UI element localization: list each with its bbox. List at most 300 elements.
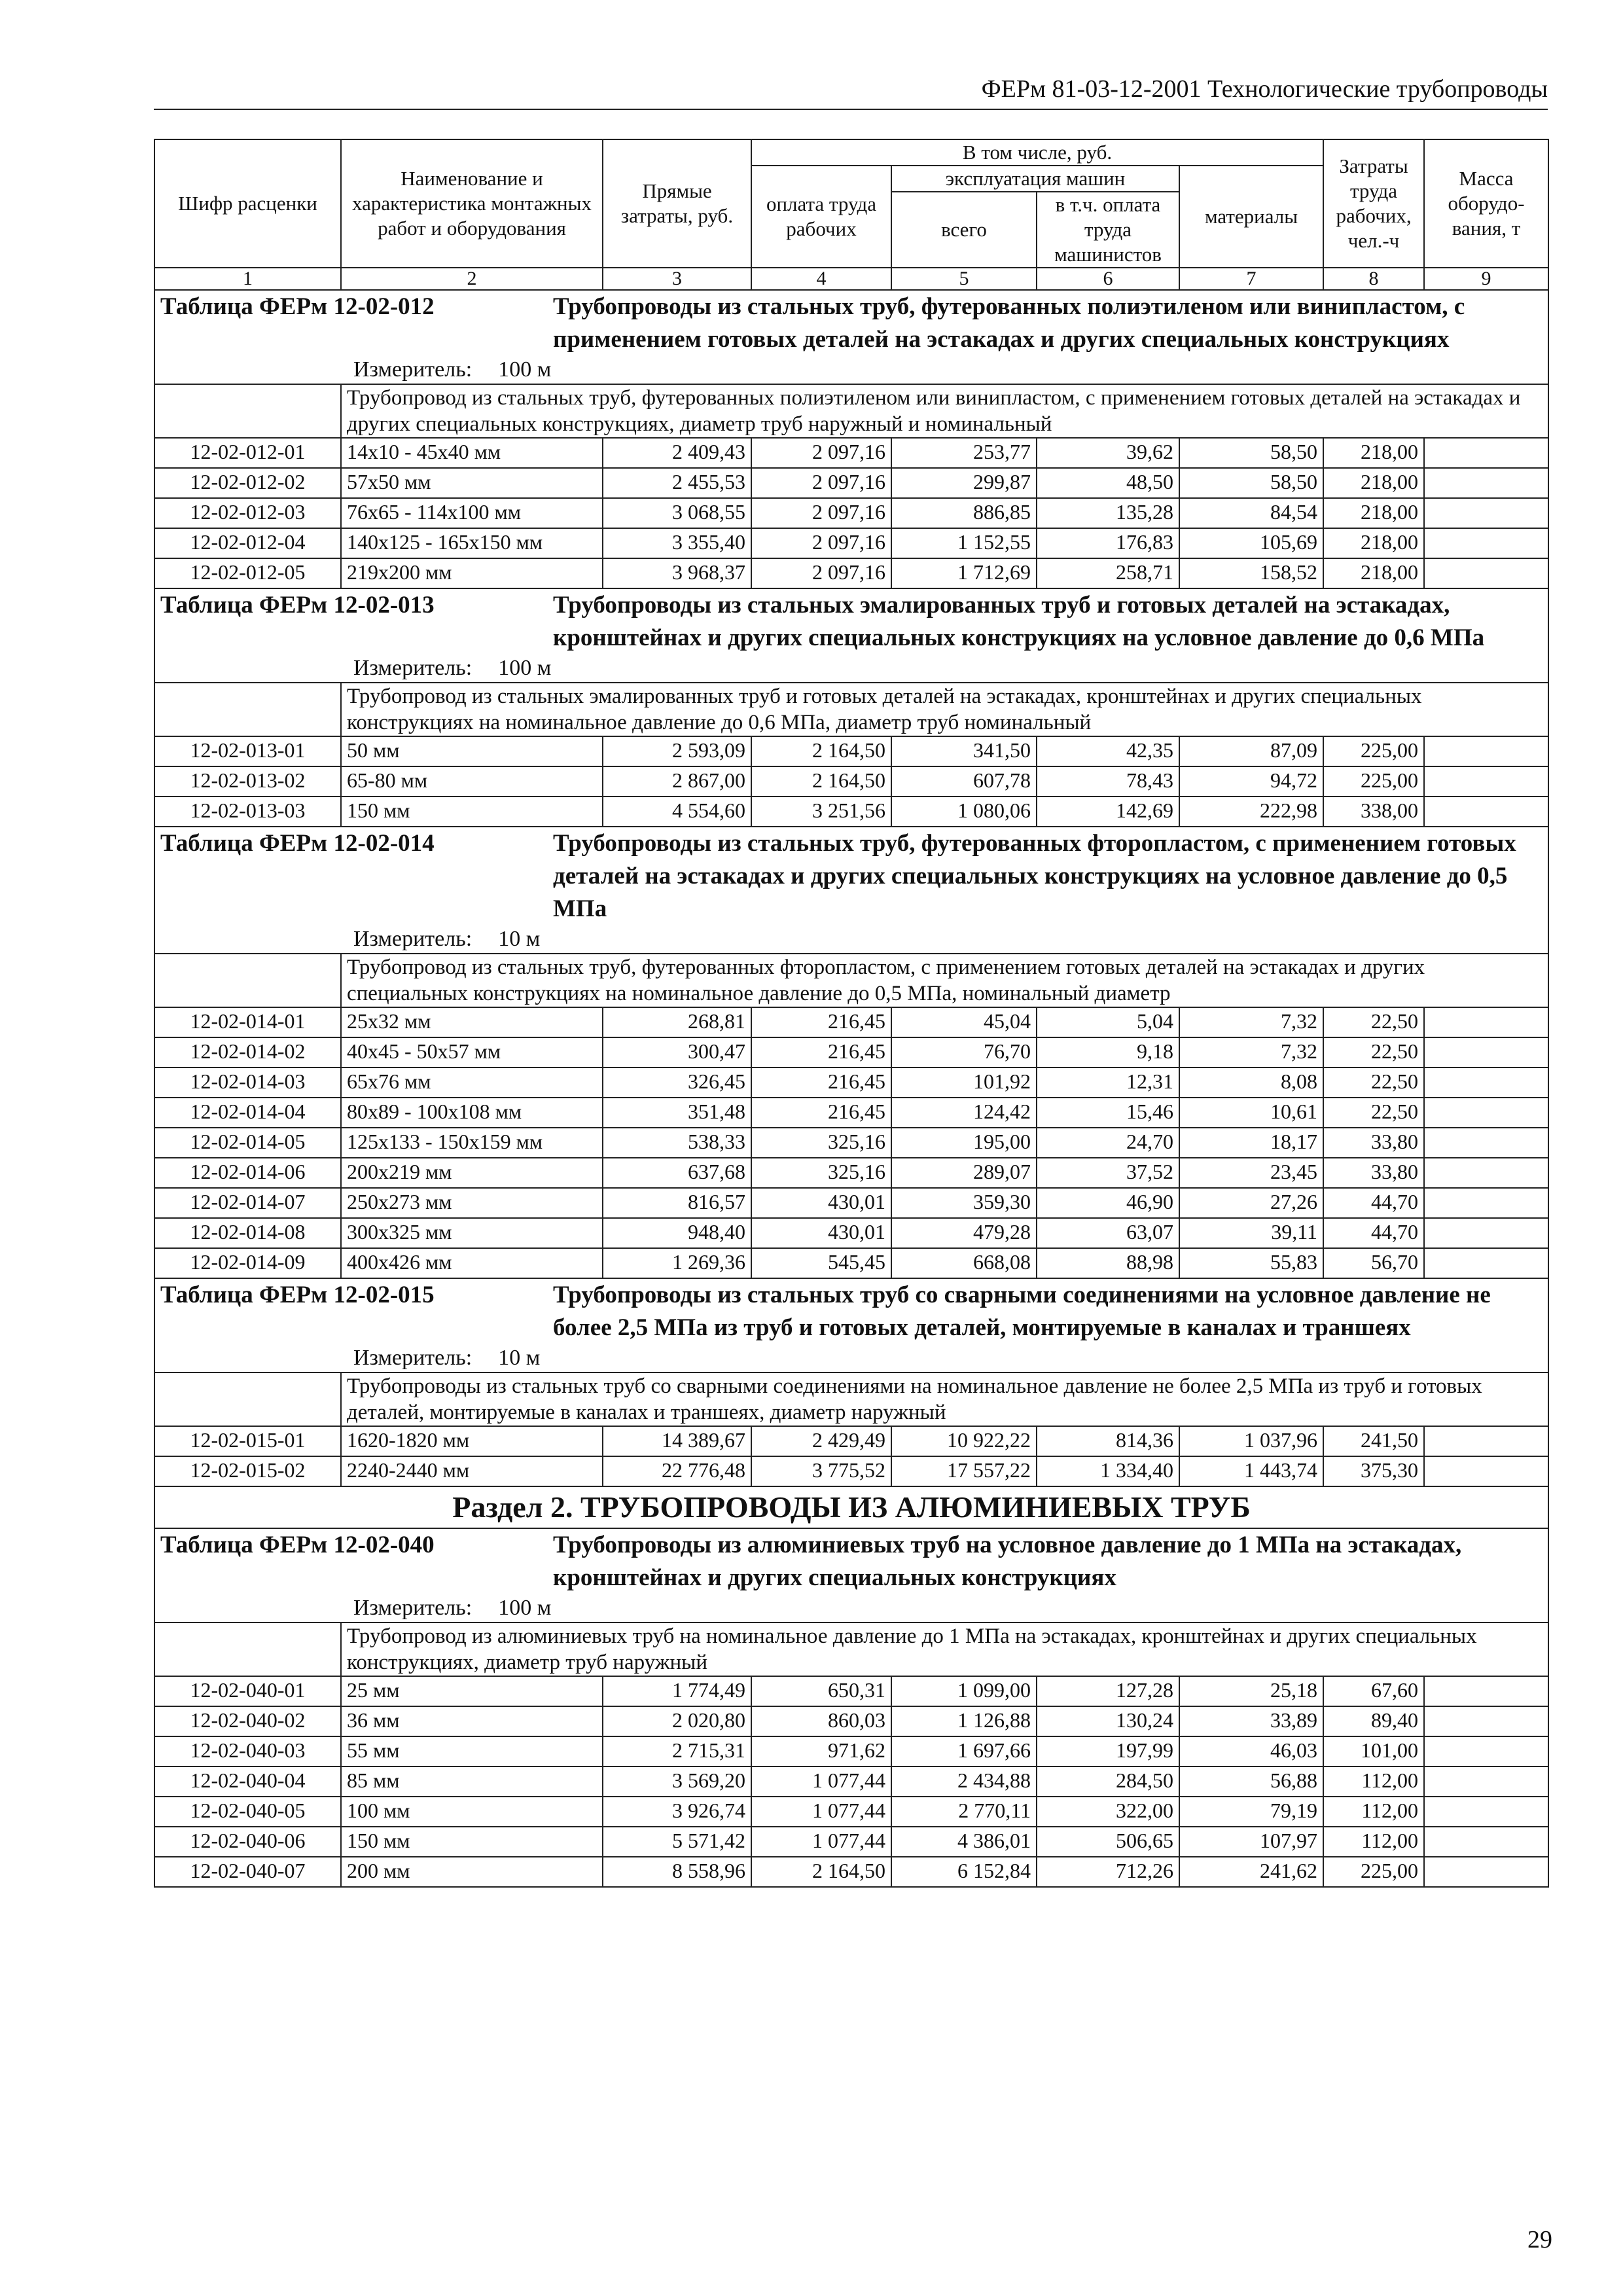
cell-labor-cost: 44,70	[1323, 1188, 1424, 1218]
empty-cell	[154, 954, 341, 1007]
col-number: 2	[341, 268, 603, 290]
empty-cell	[154, 384, 341, 438]
col-header-materials: материалы	[1179, 166, 1323, 268]
cell-mass	[1424, 1128, 1548, 1158]
cell-machines-total: 1 080,06	[891, 797, 1037, 827]
table-row	[154, 1248, 1548, 1278]
cell-materials: 8,08	[1179, 1067, 1323, 1098]
measure-value: 100 м	[498, 1596, 552, 1620]
table-description: Трубопровод из стальных труб, футерованных фторопластом, с применением готовых деталей на эстакадах и других специальных конструкциях на номинальное давление до 0,5 МПа, номинальный диаметр	[341, 954, 1548, 1007]
cell-labor-cost: 225,00	[1323, 766, 1424, 797]
cell-name: 150 мм	[341, 1827, 603, 1857]
cell-mass	[1424, 766, 1548, 797]
measure-label: Измеритель:	[353, 656, 473, 680]
col-header-machines: эксплуатация машин	[891, 166, 1179, 192]
cell-labor-cost: 112,00	[1323, 1827, 1424, 1857]
cell-direct: 351,48	[603, 1098, 751, 1128]
cell-machines-total: 668,08	[891, 1248, 1037, 1278]
cell-labor-cost: 218,00	[1323, 438, 1424, 468]
col-number: 9	[1424, 268, 1548, 290]
cell-machines-total: 76,70	[891, 1037, 1037, 1067]
cell-mass	[1424, 558, 1548, 588]
cell-machines-total: 1 712,69	[891, 558, 1037, 588]
table-title: Трубопроводы из стальных труб, футерованных фторопластом, с применением готовых деталей на эстакадах и других специальных конструкциях на условное давление до 0,5 МПа	[553, 830, 1516, 922]
cell-labor-pay: 2 097,16	[751, 468, 891, 498]
cell-direct: 2 409,43	[603, 438, 751, 468]
cell-machinists: 63,07	[1037, 1218, 1179, 1248]
cell-labor-cost: 22,50	[1323, 1007, 1424, 1037]
cell-machinists: 5,04	[1037, 1007, 1179, 1037]
cell-name: 36 мм	[341, 1706, 603, 1736]
measure-line	[160, 356, 1543, 384]
table-row	[154, 498, 1548, 528]
cell-name: 1620-1820 мм	[341, 1426, 603, 1456]
cell-materials: 18,17	[1179, 1128, 1323, 1158]
cell-mass	[1424, 1797, 1548, 1827]
measure-line	[160, 655, 1543, 682]
cell-labor-pay: 3 251,56	[751, 797, 891, 827]
cell-labor-pay: 3 775,52	[751, 1456, 891, 1486]
cell-code: 12-02-012-02	[154, 468, 341, 498]
cell-name: 40x45 - 50x57 мм	[341, 1037, 603, 1067]
empty-cell	[154, 683, 341, 736]
cell-mass	[1424, 438, 1548, 468]
cell-labor-cost: 338,00	[1323, 797, 1424, 827]
cell-mass	[1424, 468, 1548, 498]
table-description: Трубопровод из алюминиевых труб на номинальное давление до 1 МПа на эстакадах, кронштейнах и других специальных конструкциях, диаметр труб наружный	[341, 1623, 1548, 1676]
cell-code: 12-02-040-07	[154, 1857, 341, 1887]
table-title-block	[154, 290, 1548, 384]
table-row	[154, 1857, 1548, 1887]
col-header-mass: Масса оборудо-вания, т	[1424, 139, 1548, 268]
table-row	[154, 1158, 1548, 1188]
cell-name: 140x125 - 165x150 мм	[341, 528, 603, 558]
cell-materials: 94,72	[1179, 766, 1323, 797]
cell-materials: 23,45	[1179, 1158, 1323, 1188]
table-row	[154, 766, 1548, 797]
col-header-name: Наименование и характеристика монтажных работ и оборудования	[341, 139, 603, 268]
cell-materials: 58,50	[1179, 438, 1323, 468]
cell-name: 55 мм	[341, 1736, 603, 1767]
cell-machinists: 284,50	[1037, 1767, 1179, 1797]
cell-mass	[1424, 498, 1548, 528]
cell-mass	[1424, 1426, 1548, 1456]
cell-machines-total: 341,50	[891, 736, 1037, 766]
cell-labor-cost: 67,60	[1323, 1676, 1424, 1706]
cell-labor-cost: 22,50	[1323, 1037, 1424, 1067]
cell-name: 200x219 мм	[341, 1158, 603, 1188]
table-code: Таблица ФЕРм 12-02-012	[160, 293, 435, 320]
cell-code: 12-02-014-02	[154, 1037, 341, 1067]
table-title-block	[154, 588, 1548, 683]
page-header: ФЕРм 81-03-12-2001 Технологические трубопроводы	[154, 71, 1548, 110]
cell-code: 12-02-012-01	[154, 438, 341, 468]
cell-machinists: 130,24	[1037, 1706, 1179, 1736]
table-code: Таблица ФЕРм 12-02-015	[160, 1282, 435, 1308]
cell-labor-cost: 375,30	[1323, 1456, 1424, 1486]
table-row	[154, 1007, 1548, 1037]
col-header-labor-cost: Затраты труда рабочих, чел.-ч	[1323, 139, 1424, 268]
col-header-code: Шифр расценки	[154, 139, 341, 268]
cell-materials: 222,98	[1179, 797, 1323, 827]
cell-name: 200 мм	[341, 1857, 603, 1887]
cell-labor-pay: 325,16	[751, 1158, 891, 1188]
cell-mass	[1424, 1007, 1548, 1037]
cell-labor-cost: 218,00	[1323, 498, 1424, 528]
measure-value: 100 м	[498, 357, 552, 382]
table-row	[154, 528, 1548, 558]
cell-materials: 46,03	[1179, 1736, 1323, 1767]
cell-direct: 3 068,55	[603, 498, 751, 528]
measure-line	[160, 1344, 1543, 1372]
cell-name: 76x65 - 114x100 мм	[341, 498, 603, 528]
cell-mass	[1424, 1827, 1548, 1857]
cell-name: 2240-2440 мм	[341, 1456, 603, 1486]
table-row	[154, 1037, 1548, 1067]
table-title-block	[154, 827, 1548, 954]
cell-mass	[1424, 1188, 1548, 1218]
cell-materials: 1 037,96	[1179, 1426, 1323, 1456]
cell-machinists: 42,35	[1037, 736, 1179, 766]
cell-materials: 55,83	[1179, 1248, 1323, 1278]
cell-mass	[1424, 1706, 1548, 1736]
cell-name: 65-80 мм	[341, 766, 603, 797]
cell-labor-cost: 218,00	[1323, 468, 1424, 498]
cell-labor-pay: 216,45	[751, 1037, 891, 1067]
cell-direct: 2 867,00	[603, 766, 751, 797]
table-row	[154, 1098, 1548, 1128]
cell-mass	[1424, 797, 1548, 827]
table-row	[154, 558, 1548, 588]
cell-labor-pay: 2 097,16	[751, 438, 891, 468]
col-header-machines-total: всего	[891, 192, 1037, 268]
cell-machinists: 1 334,40	[1037, 1456, 1179, 1486]
cell-labor-pay: 971,62	[751, 1736, 891, 1767]
table-title: Трубопроводы из алюминиевых труб на условное давление до 1 МПа на эстакадах, кронштейнах и других специальных конструкциях	[553, 1532, 1462, 1591]
table-row	[154, 1218, 1548, 1248]
cell-mass	[1424, 1767, 1548, 1797]
cell-machinists: 37,52	[1037, 1158, 1179, 1188]
cell-name: 85 мм	[341, 1767, 603, 1797]
cell-code: 12-02-040-05	[154, 1797, 341, 1827]
cell-direct: 22 776,48	[603, 1456, 751, 1486]
table-row	[154, 438, 1548, 468]
table-row	[154, 1827, 1548, 1857]
cell-direct: 637,68	[603, 1158, 751, 1188]
table-row	[154, 736, 1548, 766]
cell-machines-total: 359,30	[891, 1188, 1037, 1218]
cell-machines-total: 1 152,55	[891, 528, 1037, 558]
cell-mass	[1424, 1456, 1548, 1486]
cell-direct: 14 389,67	[603, 1426, 751, 1456]
cell-code: 12-02-012-04	[154, 528, 341, 558]
cell-code: 12-02-014-09	[154, 1248, 341, 1278]
cell-labor-pay: 2 429,49	[751, 1426, 891, 1456]
cell-machines-total: 1 697,66	[891, 1736, 1037, 1767]
table-row	[154, 1706, 1548, 1736]
cell-name: 100 мм	[341, 1797, 603, 1827]
empty-cell	[154, 1623, 341, 1676]
measure-label: Измеритель:	[353, 927, 473, 951]
cell-mass	[1424, 1857, 1548, 1887]
cell-mass	[1424, 736, 1548, 766]
cell-machines-total: 479,28	[891, 1218, 1037, 1248]
cell-materials: 27,26	[1179, 1188, 1323, 1218]
measure-label: Измеритель:	[353, 1596, 473, 1620]
cell-machinists: 142,69	[1037, 797, 1179, 827]
cell-machinists: 712,26	[1037, 1857, 1179, 1887]
cell-mass	[1424, 1098, 1548, 1128]
measure-line	[160, 1594, 1543, 1622]
cell-labor-pay: 216,45	[751, 1067, 891, 1098]
cell-labor-cost: 225,00	[1323, 736, 1424, 766]
cell-machines-total: 289,07	[891, 1158, 1037, 1188]
cell-name: 65x76 мм	[341, 1067, 603, 1098]
cell-labor-pay: 430,01	[751, 1188, 891, 1218]
cell-machinists: 814,36	[1037, 1426, 1179, 1456]
cell-machines-total: 124,42	[891, 1098, 1037, 1128]
cell-machinists: 258,71	[1037, 558, 1179, 588]
cell-code: 12-02-040-04	[154, 1767, 341, 1797]
table-title: Трубопроводы из стальных труб, футерованных полиэтиленом или винипластом, с применением готовых деталей на эстакадах и других специальных конструкциях	[553, 293, 1465, 353]
cell-machines-total: 299,87	[891, 468, 1037, 498]
cell-materials: 158,52	[1179, 558, 1323, 588]
cell-name: 300x325 мм	[341, 1218, 603, 1248]
cell-machinists: 78,43	[1037, 766, 1179, 797]
table-code: Таблица ФЕРм 12-02-040	[160, 1532, 435, 1558]
cell-direct: 3 968,37	[603, 558, 751, 588]
cell-materials: 33,89	[1179, 1706, 1323, 1736]
cell-machinists: 46,90	[1037, 1188, 1179, 1218]
table-row	[154, 1067, 1548, 1098]
table-row	[154, 1797, 1548, 1827]
cell-machines-total: 4 386,01	[891, 1827, 1037, 1857]
cell-direct: 1 269,36	[603, 1248, 751, 1278]
col-header-incl: В том числе, руб.	[751, 139, 1323, 166]
col-number: 5	[891, 268, 1037, 290]
cell-materials: 79,19	[1179, 1797, 1323, 1827]
cell-labor-cost: 33,80	[1323, 1158, 1424, 1188]
cell-labor-cost: 22,50	[1323, 1067, 1424, 1098]
col-number: 4	[751, 268, 891, 290]
cell-name: 219x200 мм	[341, 558, 603, 588]
cell-name: 150 мм	[341, 797, 603, 827]
cell-machines-total: 2 434,88	[891, 1767, 1037, 1797]
cell-materials: 107,97	[1179, 1827, 1323, 1857]
table-row	[154, 1736, 1548, 1767]
cell-materials: 87,09	[1179, 736, 1323, 766]
table-description: Трубопровод из стальных труб, футерованных полиэтиленом или винипластом, с применением готовых деталей на эстакадах и других специальных конструкциях, диаметр труб наружный и номинальный	[341, 384, 1548, 438]
cell-code: 12-02-014-06	[154, 1158, 341, 1188]
cell-labor-pay: 2 164,50	[751, 1857, 891, 1887]
measure-label: Измеритель:	[353, 1346, 473, 1370]
cell-direct: 4 554,60	[603, 797, 751, 827]
cell-name: 25x32 мм	[341, 1007, 603, 1037]
table-description: Трубопроводы из стальных труб со сварными соединениями на номинальное давление не более 2,5 МПа из труб и готовых деталей, монтируемые в каналах и траншеях, диаметр наружный	[341, 1372, 1548, 1426]
cell-direct: 8 558,96	[603, 1857, 751, 1887]
col-number: 1	[154, 268, 341, 290]
cell-mass	[1424, 1067, 1548, 1098]
cell-labor-cost: 241,50	[1323, 1426, 1424, 1456]
cell-code: 12-02-014-01	[154, 1007, 341, 1037]
cell-code: 12-02-014-03	[154, 1067, 341, 1098]
cell-machines-total: 195,00	[891, 1128, 1037, 1158]
page-number: 29	[1527, 2226, 1552, 2253]
table-code: Таблица ФЕРм 12-02-013	[160, 592, 435, 619]
cell-code: 12-02-014-08	[154, 1218, 341, 1248]
col-number: 8	[1323, 268, 1424, 290]
table-row	[154, 1188, 1548, 1218]
cell-machinists: 506,65	[1037, 1827, 1179, 1857]
measure-value: 10 м	[498, 927, 541, 951]
cell-labor-pay: 1 077,44	[751, 1827, 891, 1857]
col-header-labor-pay: оплата труда рабочих	[751, 166, 891, 268]
cell-direct: 2 593,09	[603, 736, 751, 766]
cell-machinists: 176,83	[1037, 528, 1179, 558]
cell-labor-cost: 101,00	[1323, 1736, 1424, 1767]
measure-value: 100 м	[498, 656, 552, 680]
table-row	[154, 1128, 1548, 1158]
cell-labor-pay: 650,31	[751, 1676, 891, 1706]
measure-line	[160, 925, 1543, 953]
cell-name: 57x50 мм	[341, 468, 603, 498]
cell-code: 12-02-012-05	[154, 558, 341, 588]
cell-machinists: 127,28	[1037, 1676, 1179, 1706]
cell-labor-pay: 2 097,16	[751, 558, 891, 588]
table-title: Трубопроводы из стальных труб со сварными соединениями на условное давление не более 2,5 МПа из труб и готовых деталей, монтируемые в каналах и траншеях	[553, 1282, 1491, 1341]
cell-machines-total: 10 922,22	[891, 1426, 1037, 1456]
cell-labor-cost: 22,50	[1323, 1098, 1424, 1128]
cell-labor-cost: 225,00	[1323, 1857, 1424, 1887]
cell-machines-total: 45,04	[891, 1007, 1037, 1037]
cell-direct: 2 455,53	[603, 468, 751, 498]
table-row	[154, 1426, 1548, 1456]
cell-machines-total: 253,77	[891, 438, 1037, 468]
cell-materials: 10,61	[1179, 1098, 1323, 1128]
cell-code: 12-02-015-01	[154, 1426, 341, 1456]
col-number: 7	[1179, 268, 1323, 290]
cell-machinists: 322,00	[1037, 1797, 1179, 1827]
cell-mass	[1424, 1218, 1548, 1248]
cell-labor-pay: 1 077,44	[751, 1797, 891, 1827]
measure-label: Измеритель:	[353, 357, 473, 382]
cell-code: 12-02-040-03	[154, 1736, 341, 1767]
cell-direct: 5 571,42	[603, 1827, 751, 1857]
cell-code: 12-02-013-02	[154, 766, 341, 797]
cell-machines-total: 1 126,88	[891, 1706, 1037, 1736]
table-description: Трубопровод из стальных эмалированных труб и готовых деталей на эстакадах, кронштейнах и других специальных конструкциях на номинальное давление до 0,6 МПа, диаметр труб номинальный	[341, 683, 1548, 736]
table-row	[154, 468, 1548, 498]
cell-name: 125x133 - 150x159 мм	[341, 1128, 603, 1158]
cell-code: 12-02-012-03	[154, 498, 341, 528]
cell-mass	[1424, 528, 1548, 558]
cell-code: 12-02-040-01	[154, 1676, 341, 1706]
cell-materials: 56,88	[1179, 1767, 1323, 1797]
cell-machinists: 88,98	[1037, 1248, 1179, 1278]
cell-machinists: 24,70	[1037, 1128, 1179, 1158]
cell-machines-total: 2 770,11	[891, 1797, 1037, 1827]
table-title-block	[154, 1528, 1548, 1623]
table-row	[154, 797, 1548, 827]
cell-direct: 948,40	[603, 1218, 751, 1248]
cell-code: 12-02-040-06	[154, 1827, 341, 1857]
cell-name: 250x273 мм	[341, 1188, 603, 1218]
cell-labor-cost: 44,70	[1323, 1218, 1424, 1248]
cell-labor-pay: 2 164,50	[751, 736, 891, 766]
cell-labor-cost: 56,70	[1323, 1248, 1424, 1278]
cell-code: 12-02-014-07	[154, 1188, 341, 1218]
cell-name: 400x426 мм	[341, 1248, 603, 1278]
cell-code: 12-02-040-02	[154, 1706, 341, 1736]
cell-machinists: 197,99	[1037, 1736, 1179, 1767]
cell-machinists: 135,28	[1037, 498, 1179, 528]
cell-name: 25 мм	[341, 1676, 603, 1706]
cell-materials: 105,69	[1179, 528, 1323, 558]
cell-labor-pay: 2 097,16	[751, 528, 891, 558]
table-code: Таблица ФЕРм 12-02-014	[160, 830, 435, 857]
cell-labor-cost: 33,80	[1323, 1128, 1424, 1158]
table-title-block	[154, 1278, 1548, 1372]
cell-direct: 538,33	[603, 1128, 751, 1158]
cell-machinists: 9,18	[1037, 1037, 1179, 1067]
cell-mass	[1424, 1676, 1548, 1706]
cell-machines-total: 607,78	[891, 766, 1037, 797]
cell-materials: 39,11	[1179, 1218, 1323, 1248]
cell-machinists: 48,50	[1037, 468, 1179, 498]
cell-mass	[1424, 1158, 1548, 1188]
cell-materials: 7,32	[1179, 1037, 1323, 1067]
cell-labor-pay: 2 097,16	[751, 498, 891, 528]
col-number: 6	[1037, 268, 1179, 290]
cell-direct: 816,57	[603, 1188, 751, 1218]
cell-materials: 84,54	[1179, 498, 1323, 528]
cell-name: 14x10 - 45x40 мм	[341, 438, 603, 468]
cell-materials: 7,32	[1179, 1007, 1323, 1037]
cell-machinists: 39,62	[1037, 438, 1179, 468]
section-title: Раздел 2. ТРУБОПРОВОДЫ ИЗ АЛЮМИНИЕВЫХ ТРУБ	[154, 1486, 1548, 1528]
col-header-direct: Прямые затраты, руб.	[603, 139, 751, 268]
cell-machines-total: 101,92	[891, 1067, 1037, 1098]
col-header-machinists: в т.ч. оплата труда машинистов	[1037, 192, 1179, 268]
cell-labor-cost: 112,00	[1323, 1767, 1424, 1797]
empty-cell	[154, 1372, 341, 1426]
cell-mass	[1424, 1736, 1548, 1767]
cell-labor-pay: 430,01	[751, 1218, 891, 1248]
table-row	[154, 1456, 1548, 1486]
cell-code: 12-02-015-02	[154, 1456, 341, 1486]
cell-code: 12-02-014-04	[154, 1098, 341, 1128]
cell-machines-total: 886,85	[891, 498, 1037, 528]
cell-code: 12-02-013-01	[154, 736, 341, 766]
cell-mass	[1424, 1037, 1548, 1067]
cell-direct: 2 715,31	[603, 1736, 751, 1767]
cell-machines-total: 1 099,00	[891, 1676, 1037, 1706]
cell-machines-total: 6 152,84	[891, 1857, 1037, 1887]
cell-labor-cost: 112,00	[1323, 1797, 1424, 1827]
cell-labor-pay: 860,03	[751, 1706, 891, 1736]
cell-labor-pay: 1 077,44	[751, 1767, 891, 1797]
cell-labor-pay: 2 164,50	[751, 766, 891, 797]
cell-materials: 25,18	[1179, 1676, 1323, 1706]
cell-materials: 241,62	[1179, 1857, 1323, 1887]
cell-materials: 1 443,74	[1179, 1456, 1323, 1486]
price-table	[154, 139, 1549, 1888]
cell-labor-pay: 325,16	[751, 1128, 891, 1158]
cell-labor-cost: 218,00	[1323, 528, 1424, 558]
table-row	[154, 1767, 1548, 1797]
cell-machinists: 12,31	[1037, 1067, 1179, 1098]
cell-direct: 3 569,20	[603, 1767, 751, 1797]
